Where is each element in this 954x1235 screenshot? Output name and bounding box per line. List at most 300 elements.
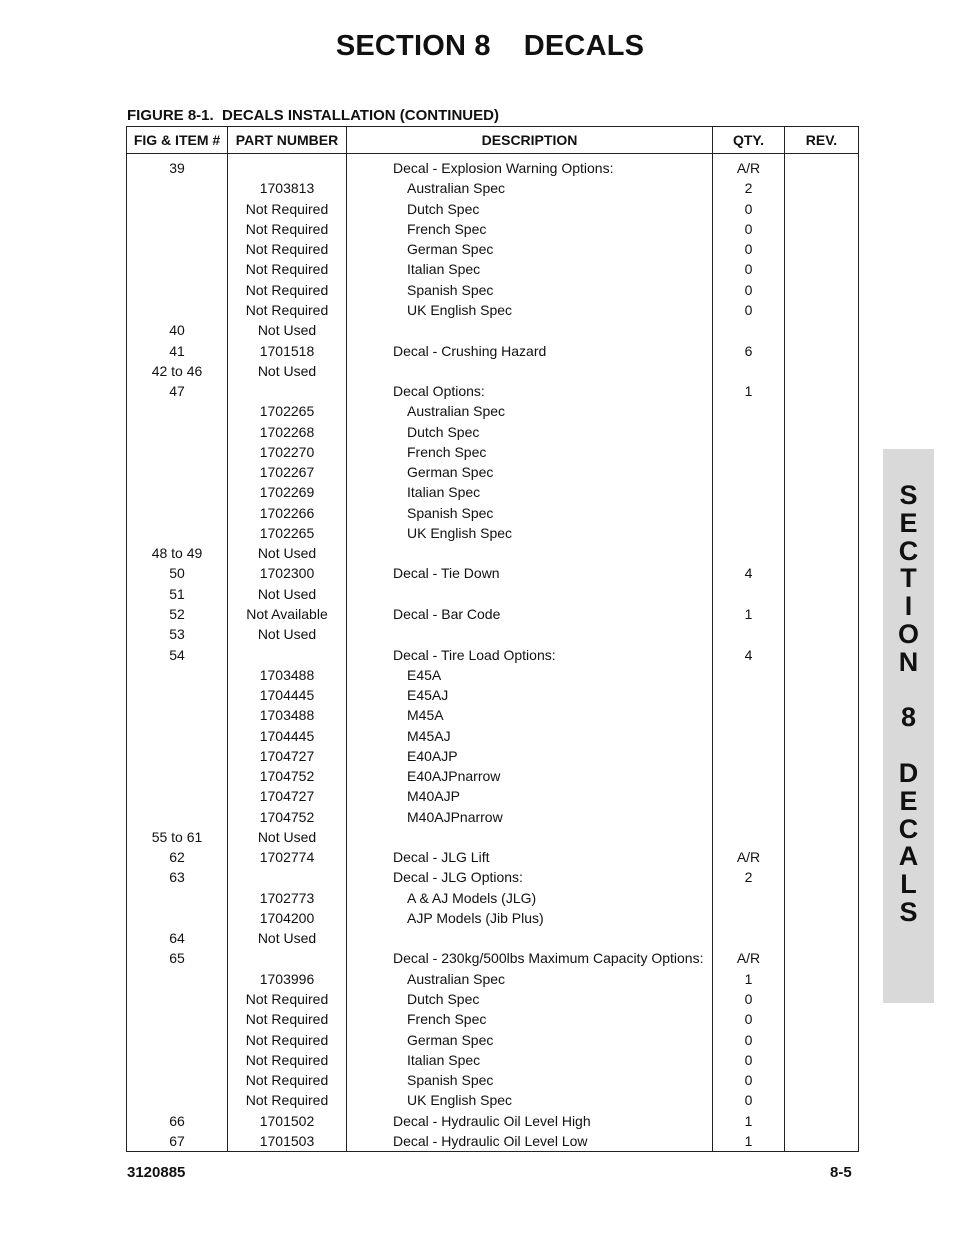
cell-description: UK English Spec: [347, 300, 713, 320]
cell-qty: [713, 462, 785, 482]
cell-fig-item: [127, 1029, 228, 1049]
cell-fig-item: [127, 401, 228, 421]
table-row: [127, 1050, 859, 1070]
table-row: [127, 705, 859, 725]
cell-description: E40AJP: [347, 746, 713, 766]
cell-part-number: Not Required: [228, 300, 347, 320]
header-rev: REV.: [785, 127, 859, 154]
cell-part-number: 1702269: [228, 482, 347, 502]
cell-rev: [785, 969, 859, 989]
cell-rev: [785, 300, 859, 320]
cell-qty: 0: [713, 259, 785, 279]
table-row: [127, 239, 859, 259]
cell-part-number: 1701502: [228, 1110, 347, 1130]
cell-qty: [713, 523, 785, 543]
cell-part-number: Not Used: [228, 320, 347, 340]
cell-qty: 1: [713, 1110, 785, 1130]
cell-part-number: [228, 644, 347, 664]
cell-part-number: Not Used: [228, 584, 347, 604]
cell-fig-item: [127, 482, 228, 502]
table-row: [127, 503, 859, 523]
cell-fig-item: 53: [127, 624, 228, 644]
cell-rev: [785, 482, 859, 502]
cell-description: Australian Spec: [347, 401, 713, 421]
cell-qty: [713, 928, 785, 948]
cell-part-number: Not Required: [228, 1090, 347, 1110]
table-row: [127, 725, 859, 745]
cell-part-number: 1703996: [228, 969, 347, 989]
cell-description: Decal - JLG Options:: [347, 867, 713, 887]
cell-qty: [713, 482, 785, 502]
cell-rev: [785, 280, 859, 300]
header-fig-item: FIG & ITEM #: [127, 127, 228, 154]
cell-rev: [785, 1029, 859, 1049]
cell-description: E45AJ: [347, 685, 713, 705]
cell-description: M40AJP: [347, 786, 713, 806]
cell-qty: A/R: [713, 847, 785, 867]
cell-rev: [785, 361, 859, 381]
cell-qty: 0: [713, 1090, 785, 1110]
table-row: [127, 1070, 859, 1090]
cell-part-number: 1702774: [228, 847, 347, 867]
side-tab-letter: T: [900, 563, 917, 594]
cell-qty: 1: [713, 381, 785, 401]
cell-rev: [785, 888, 859, 908]
cell-description: E40AJPnarrow: [347, 766, 713, 786]
side-tab-letter: C: [898, 535, 919, 566]
side-tab-letter: S: [899, 896, 918, 927]
table-row: [127, 340, 859, 360]
cell-part-number: 1701503: [228, 1131, 347, 1152]
side-tab-letter: O: [897, 618, 919, 649]
table-row: [127, 219, 859, 239]
table-row: [127, 948, 859, 968]
table-row: [127, 178, 859, 198]
cell-fig-item: 62: [127, 847, 228, 867]
cell-description: [347, 624, 713, 644]
cell-rev: [785, 563, 859, 583]
cell-qty: [713, 786, 785, 806]
cell-rev: [785, 320, 859, 340]
cell-fig-item: [127, 239, 228, 259]
cell-qty: [713, 908, 785, 928]
cell-qty: 0: [713, 989, 785, 1009]
side-tab-letter: S: [899, 480, 918, 510]
cell-fig-item: [127, 1070, 228, 1090]
cell-qty: 1: [713, 1131, 785, 1152]
cell-part-number: 1704445: [228, 725, 347, 745]
cell-fig-item: [127, 523, 228, 543]
cell-fig-item: [127, 199, 228, 219]
cell-description: Spanish Spec: [347, 503, 713, 523]
cell-description: Decal - Tie Down: [347, 563, 713, 583]
cell-qty: 1: [713, 604, 785, 624]
cell-part-number: 1702266: [228, 503, 347, 523]
cell-fig-item: [127, 300, 228, 320]
cell-rev: [785, 604, 859, 624]
cell-qty: 4: [713, 563, 785, 583]
cell-rev: [785, 1090, 859, 1110]
cell-part-number: 1701518: [228, 340, 347, 360]
cell-description: Decal - JLG Lift: [347, 847, 713, 867]
cell-rev: [785, 219, 859, 239]
cell-fig-item: [127, 280, 228, 300]
cell-description: Dutch Spec: [347, 421, 713, 441]
cell-part-number: 1702268: [228, 421, 347, 441]
cell-rev: [785, 503, 859, 523]
table-row: [127, 604, 859, 624]
cell-description: Italian Spec: [347, 1050, 713, 1070]
table-row: [127, 888, 859, 908]
cell-qty: 0: [713, 239, 785, 259]
cell-description: M45A: [347, 705, 713, 725]
cell-part-number: Not Used: [228, 928, 347, 948]
cell-description: Italian Spec: [347, 482, 713, 502]
cell-rev: [785, 178, 859, 198]
cell-part-number: Not Required: [228, 259, 347, 279]
cell-rev: [785, 1009, 859, 1029]
cell-rev: [785, 259, 859, 279]
table-body: [127, 154, 859, 1152]
cell-rev: [785, 786, 859, 806]
table-row: [127, 908, 859, 928]
cell-description: M45AJ: [347, 725, 713, 745]
cell-description: Decal - Explosion Warning Options:: [347, 154, 713, 179]
table-row: [127, 665, 859, 685]
cell-qty: 4: [713, 644, 785, 664]
cell-part-number: 1702773: [228, 888, 347, 908]
cell-qty: [713, 746, 785, 766]
cell-fig-item: 64: [127, 928, 228, 948]
cell-rev: [785, 442, 859, 462]
table-row: [127, 154, 859, 179]
cell-rev: [785, 154, 859, 179]
cell-qty: [713, 624, 785, 644]
cell-description: Italian Spec: [347, 259, 713, 279]
table-row: [127, 624, 859, 644]
cell-description: German Spec: [347, 1029, 713, 1049]
cell-rev: [785, 199, 859, 219]
cell-rev: [785, 523, 859, 543]
cell-part-number: Not Required: [228, 1050, 347, 1070]
cell-fig-item: [127, 462, 228, 482]
cell-qty: 0: [713, 300, 785, 320]
cell-rev: [785, 705, 859, 725]
table-row: [127, 523, 859, 543]
cell-part-number: Not Used: [228, 624, 347, 644]
cell-description: German Spec: [347, 239, 713, 259]
cell-rev: [785, 827, 859, 847]
cell-part-number: Not Used: [228, 827, 347, 847]
cell-qty: [713, 503, 785, 523]
cell-description: Decal - Crushing Hazard: [347, 340, 713, 360]
cell-fig-item: 67: [127, 1131, 228, 1152]
table-row: [127, 644, 859, 664]
cell-rev: [785, 665, 859, 685]
cell-fig-item: 52: [127, 604, 228, 624]
cell-qty: [713, 807, 785, 827]
cell-fig-item: [127, 888, 228, 908]
cell-fig-item: [127, 1009, 228, 1029]
cell-description: A & AJ Models (JLG): [347, 888, 713, 908]
cell-part-number: 1704727: [228, 746, 347, 766]
table-row: [127, 442, 859, 462]
cell-part-number: 1702270: [228, 442, 347, 462]
cell-part-number: Not Required: [228, 280, 347, 300]
cell-qty: 0: [713, 280, 785, 300]
cell-fig-item: 40: [127, 320, 228, 340]
cell-fig-item: [127, 766, 228, 786]
cell-description: E45A: [347, 665, 713, 685]
cell-qty: A/R: [713, 948, 785, 968]
side-tab-letter: C: [898, 813, 919, 844]
table-row: [127, 827, 859, 847]
cell-fig-item: [127, 1050, 228, 1070]
cell-description: M40AJPnarrow: [347, 807, 713, 827]
cell-rev: [785, 1050, 859, 1070]
table-row: [127, 746, 859, 766]
cell-qty: 0: [713, 199, 785, 219]
cell-rev: [785, 381, 859, 401]
cell-rev: [785, 543, 859, 563]
side-tab-letter: 8: [900, 702, 917, 733]
side-tab-letter: [883, 732, 934, 760]
cell-qty: [713, 584, 785, 604]
cell-qty: [713, 543, 785, 563]
table-row: [127, 1090, 859, 1110]
cell-fig-item: [127, 421, 228, 441]
cell-rev: [785, 462, 859, 482]
cell-qty: 2: [713, 178, 785, 198]
cell-qty: 0: [713, 1009, 785, 1029]
cell-fig-item: 66: [127, 1110, 228, 1130]
header-qty: QTY.: [713, 127, 785, 154]
cell-rev: [785, 644, 859, 664]
cell-fig-item: [127, 725, 228, 745]
cell-rev: [785, 239, 859, 259]
table-row: [127, 969, 859, 989]
cell-description: Decal - Hydraulic Oil Level Low: [347, 1131, 713, 1152]
cell-part-number: 1704752: [228, 766, 347, 786]
cell-description: Australian Spec: [347, 178, 713, 198]
cell-qty: [713, 888, 785, 908]
cell-description: [347, 361, 713, 381]
footer-doc-number: 3120885: [127, 1164, 186, 1181]
cell-description: Decal - Tire Load Options:: [347, 644, 713, 664]
cell-description: German Spec: [347, 462, 713, 482]
cell-description: Australian Spec: [347, 969, 713, 989]
cell-rev: [785, 1131, 859, 1152]
cell-rev: [785, 908, 859, 928]
cell-rev: [785, 948, 859, 968]
cell-rev: [785, 847, 859, 867]
cell-qty: [713, 361, 785, 381]
cell-fig-item: 47: [127, 381, 228, 401]
cell-part-number: 1702300: [228, 563, 347, 583]
cell-fig-item: 55 to 61: [127, 827, 228, 847]
cell-part-number: Not Used: [228, 361, 347, 381]
cell-description: French Spec: [347, 442, 713, 462]
side-tab-letter: E: [899, 507, 918, 538]
cell-part-number: [228, 948, 347, 968]
cell-part-number: Not Required: [228, 1029, 347, 1049]
side-tab-letter: D: [898, 757, 919, 788]
side-tab-letter: A: [898, 841, 919, 872]
cell-part-number: Not Used: [228, 543, 347, 563]
cell-part-number: [228, 154, 347, 179]
cell-fig-item: 63: [127, 867, 228, 887]
cell-rev: [785, 746, 859, 766]
parts-table: [126, 126, 859, 1152]
cell-fig-item: [127, 259, 228, 279]
cell-fig-item: [127, 705, 228, 725]
cell-fig-item: 65: [127, 948, 228, 968]
cell-fig-item: [127, 665, 228, 685]
table-row: [127, 928, 859, 948]
table-row: [127, 786, 859, 806]
cell-description: [347, 827, 713, 847]
cell-rev: [785, 807, 859, 827]
cell-part-number: 1704727: [228, 786, 347, 806]
cell-fig-item: [127, 807, 228, 827]
cell-description: UK English Spec: [347, 1090, 713, 1110]
table-row: [127, 381, 859, 401]
cell-qty: [713, 421, 785, 441]
cell-description: [347, 543, 713, 563]
cell-qty: A/R: [713, 154, 785, 179]
cell-description: [347, 320, 713, 340]
cell-rev: [785, 766, 859, 786]
cell-fig-item: [127, 685, 228, 705]
cell-part-number: 1702265: [228, 401, 347, 421]
cell-qty: [713, 766, 785, 786]
cell-fig-item: 51: [127, 584, 228, 604]
cell-part-number: 1703813: [228, 178, 347, 198]
table-row: [127, 320, 859, 340]
cell-fig-item: [127, 219, 228, 239]
cell-qty: [713, 401, 785, 421]
table-row: [127, 1009, 859, 1029]
table-row: [127, 989, 859, 1009]
table-row: [127, 300, 859, 320]
cell-rev: [785, 725, 859, 745]
cell-rev: [785, 989, 859, 1009]
cell-qty: 0: [713, 1070, 785, 1090]
cell-description: French Spec: [347, 1009, 713, 1029]
table-row: [127, 867, 859, 887]
side-tab-letter: [883, 677, 934, 705]
table-row: [127, 401, 859, 421]
table-row: [127, 280, 859, 300]
table-row: [127, 361, 859, 381]
cell-fig-item: [127, 1090, 228, 1110]
cell-rev: [785, 401, 859, 421]
cell-qty: [713, 320, 785, 340]
cell-qty: [713, 442, 785, 462]
cell-description: Decal - Hydraulic Oil Level High: [347, 1110, 713, 1130]
header-part-number: PART NUMBER: [228, 127, 347, 154]
cell-qty: 0: [713, 219, 785, 239]
cell-part-number: [228, 867, 347, 887]
cell-description: [347, 928, 713, 948]
table-row: [127, 584, 859, 604]
side-tab-letters: [883, 482, 934, 927]
side-tab-letter: N: [898, 646, 919, 677]
table-row: [127, 685, 859, 705]
cell-description: Decal Options:: [347, 381, 713, 401]
cell-description: Spanish Spec: [347, 1070, 713, 1090]
cell-fig-item: [127, 989, 228, 1009]
cell-rev: [785, 928, 859, 948]
cell-part-number: Not Required: [228, 219, 347, 239]
cell-rev: [785, 1070, 859, 1090]
cell-part-number: 1702265: [228, 523, 347, 543]
cell-part-number: Not Required: [228, 239, 347, 259]
cell-rev: [785, 624, 859, 644]
cell-rev: [785, 867, 859, 887]
cell-rev: [785, 421, 859, 441]
figure-title: FIGURE 8-1. DECALS INSTALLATION (CONTINUED): [127, 107, 499, 124]
cell-rev: [785, 685, 859, 705]
cell-qty: 2: [713, 867, 785, 887]
cell-qty: 1: [713, 969, 785, 989]
table-row: [127, 766, 859, 786]
cell-qty: 0: [713, 1029, 785, 1049]
table-row: [127, 199, 859, 219]
cell-qty: 6: [713, 340, 785, 360]
cell-description: Decal - Bar Code: [347, 604, 713, 624]
cell-fig-item: 50: [127, 563, 228, 583]
cell-description: Spanish Spec: [347, 280, 713, 300]
section-side-tab: [883, 449, 934, 1003]
cell-part-number: 1703488: [228, 705, 347, 725]
cell-description: AJP Models (Jib Plus): [347, 908, 713, 928]
table-row: [127, 482, 859, 502]
cell-rev: [785, 584, 859, 604]
footer-page-number: 8-5: [830, 1164, 852, 1181]
cell-fig-item: 54: [127, 644, 228, 664]
side-tab-letter: I: [904, 591, 913, 622]
table-row: [127, 543, 859, 563]
cell-description: UK English Spec: [347, 523, 713, 543]
cell-qty: [713, 827, 785, 847]
cell-qty: [713, 705, 785, 725]
cell-fig-item: [127, 786, 228, 806]
table-row: [127, 1029, 859, 1049]
cell-part-number: 1703488: [228, 665, 347, 685]
cell-fig-item: [127, 908, 228, 928]
cell-fig-item: [127, 178, 228, 198]
cell-fig-item: 42 to 46: [127, 361, 228, 381]
table-row: [127, 1110, 859, 1130]
cell-fig-item: [127, 746, 228, 766]
cell-part-number: Not Required: [228, 199, 347, 219]
cell-part-number: Not Required: [228, 989, 347, 1009]
cell-qty: [713, 665, 785, 685]
table-row: [127, 563, 859, 583]
cell-fig-item: 48 to 49: [127, 543, 228, 563]
cell-part-number: Not Available: [228, 604, 347, 624]
table-row: [127, 462, 859, 482]
table-row: [127, 1131, 859, 1152]
cell-part-number: 1702267: [228, 462, 347, 482]
table-row: [127, 421, 859, 441]
cell-description: Dutch Spec: [347, 989, 713, 1009]
cell-qty: [713, 685, 785, 705]
cell-part-number: 1704445: [228, 685, 347, 705]
cell-part-number: [228, 381, 347, 401]
cell-description: French Spec: [347, 219, 713, 239]
